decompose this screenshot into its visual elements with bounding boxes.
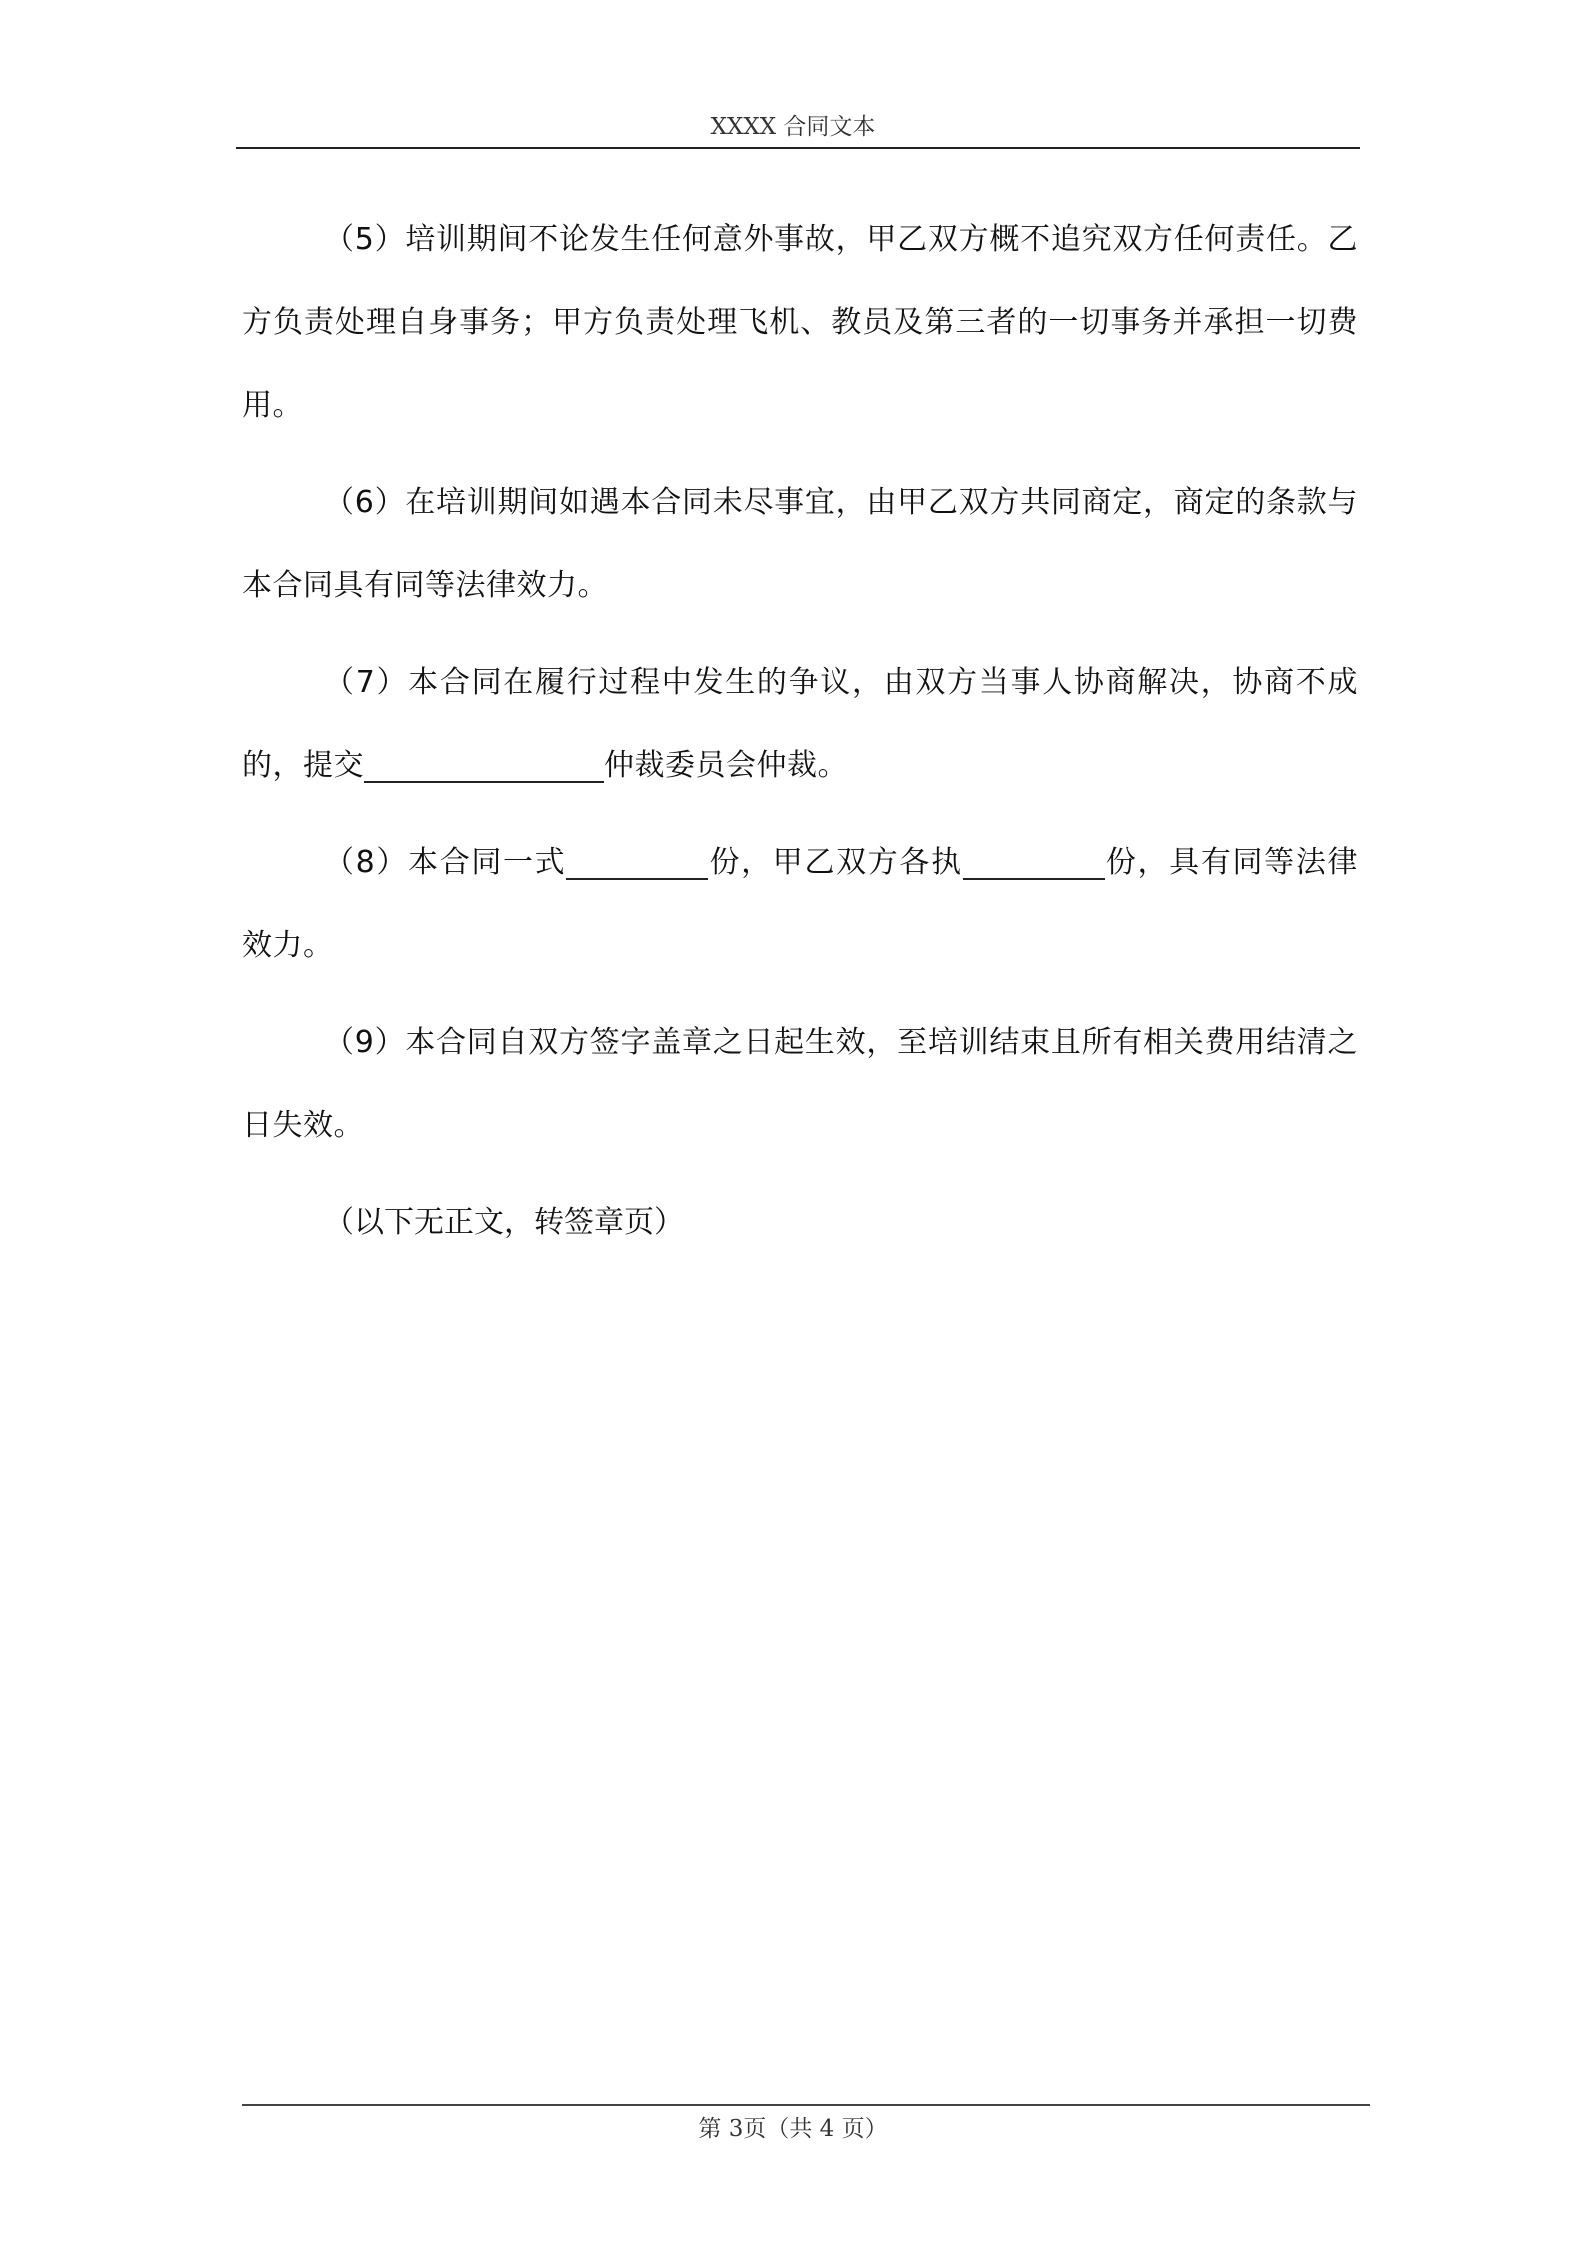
arbitration-committee-blank bbox=[364, 751, 604, 783]
document-body bbox=[242, 198, 1358, 1264]
clause-8-text-start: （8）本合同一式 bbox=[324, 845, 567, 880]
clause-8 bbox=[242, 821, 1358, 987]
copies-each-party-blank bbox=[963, 848, 1105, 880]
clause-6: （6）在培训期间如遇本合同未尽事宜，由甲乙双方共同商定，商定的条款与本合同具有同等法律效力。 bbox=[242, 485, 1358, 603]
footer-divider bbox=[242, 2104, 1370, 2106]
clause-8-text-end: 份，具有同等法律效力。 bbox=[242, 845, 1358, 963]
clause-5: （5）培训期间不论发生任何意外事故，甲乙双方概不追究双方任何责任。乙方负责处理自身事务；甲方负责处理飞机、教员及第三者的一切事务并承担一切费用。 bbox=[242, 222, 1358, 423]
clause-7-text-start: （7）本合同在履行过程中发生的争议，由双方当事人协商解决，协商不成的，提交 bbox=[242, 665, 1358, 783]
page-header-title: XXXX 合同文本 bbox=[710, 114, 876, 140]
clause-7 bbox=[242, 641, 1358, 807]
closing-note: （以下无正文，转签章页） bbox=[324, 1205, 684, 1240]
clause-8-text-middle: 份，甲乙双方各执 bbox=[708, 845, 963, 880]
page-number: 第 3页（共 4 页） bbox=[698, 2116, 888, 2142]
clause-9: （9）本合同自双方签字盖章之日起生效，至培训结束且所有相关费用结清之日失效。 bbox=[242, 1025, 1358, 1143]
clause-7-text-end: 仲裁委员会仲裁。 bbox=[604, 748, 848, 783]
header-divider bbox=[236, 147, 1360, 149]
copies-total-blank bbox=[566, 848, 708, 880]
